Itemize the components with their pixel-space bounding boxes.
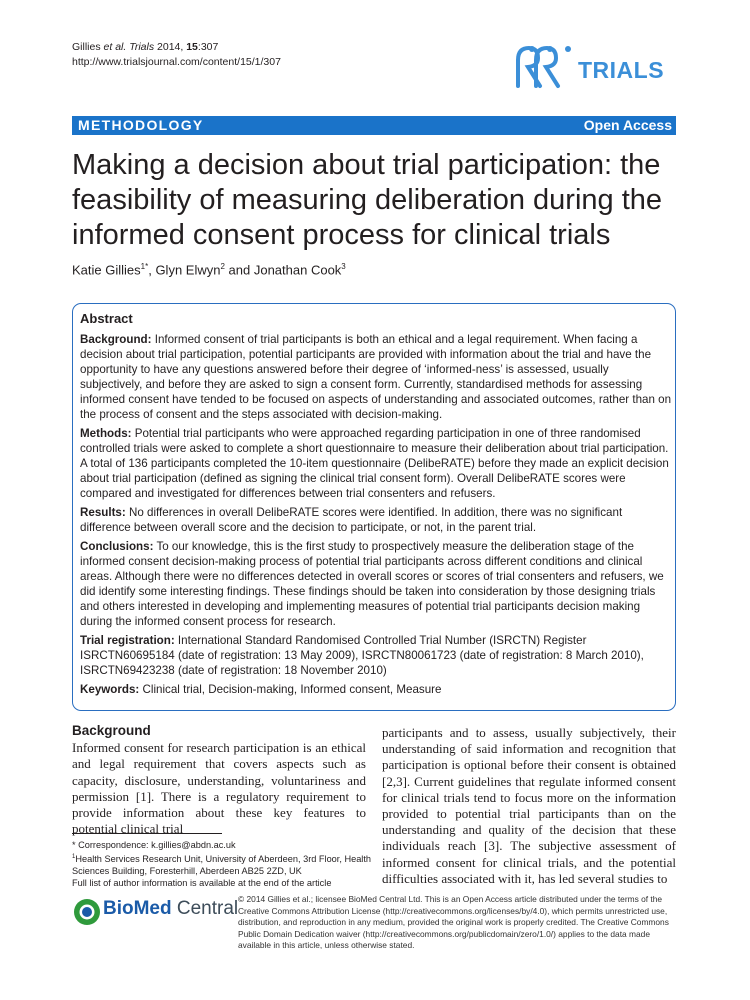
abstract-heading: Abstract (80, 311, 133, 326)
author-affiliation-mark: 2 (220, 262, 225, 271)
author-name: Katie Gillies (72, 262, 141, 278)
body-paragraph: Informed consent for research participation is an ethical and legal requirement that covers aspects such as capacity, disclosure, understanding, voluntariness and permission [1]. There is a regulatory requirement to provide information about these key features to potential clinical trial (72, 740, 366, 837)
abstract-section-label: Results: (80, 506, 126, 519)
category-bar (72, 116, 676, 135)
author-separator: , (148, 262, 156, 278)
body-column-left (72, 723, 366, 837)
abstract (80, 311, 672, 701)
correspondence-note: * Correspondence: k.gillies@abdn.ac.uk (72, 840, 236, 850)
author-affiliation-mark: 1* (140, 262, 149, 271)
abstract-section-text: To our knowledge, this is the first study to prospectively measure the deliberation stage of the informed consent decision-making process of potential trial participants across different conditions and clinical areas. Although there were no differences detected in overall scores or scores of trial consenters and refusers, we did identify some interesting findings. These findings should be taken into consideration by those designing trials and others interested in developing and implementing measures of potential trial participants decision making during the informed consent process for research. (80, 540, 664, 628)
abstract-methods (80, 426, 672, 501)
abstract-trial-registration (80, 633, 672, 678)
abstract-keywords (80, 682, 672, 697)
abstract-background (80, 332, 672, 422)
abstract-section-label: Conclusions: (80, 540, 154, 553)
article-url[interactable]: http://www.trialsjournal.com/content/15/1/307 (72, 56, 281, 68)
abstract-section-label: Keywords: (80, 683, 140, 696)
abstract-conclusions (80, 539, 672, 629)
trials-logo-text: TRIALS (578, 57, 665, 83)
author-name: Jonathan Cook (253, 262, 342, 278)
citation-authors: Gillies (72, 41, 104, 53)
abstract-section-text: Potential trial participants who were approached regarding participation in one of three randomised controlled trials were asked to complete a short questionnaire to measure their deliberation about trial participation. A total of 136 participants completed the 10-item questionnaire (DelibeRATE) before they made an explicit decision about trial participation (defined as signing the clinical trial consent form). Overall DelibeRATE scores were compared and investigated for differences between trial consenters and refusers. (80, 427, 669, 500)
citation-page: :307 (197, 41, 219, 53)
license-statement: © 2014 Gillies et al.; licensee BioMed Central Ltd. This is an Open Access article distributed under the terms of the Creative Commons Attribution License (http://creativecommons.org/licenses/by/4.0), which permits unrestricted use, distribution, and reproduction in any medium, provided the original work is properly credited. The Creative Commons Public Domain Dedication waiver (http://creativecommons.org/publicdomain/zero/1.0/) applies to the data made available in this article, unless otherwise stated. (238, 894, 669, 950)
author-info-note: Full list of author information is available at the end of the article (72, 878, 332, 889)
abstract-section-label: Trial registration: (80, 634, 175, 647)
citation-line (72, 40, 281, 55)
citation-header (72, 40, 281, 70)
author-affiliation-mark: 3 (341, 262, 346, 271)
abstract-results (80, 505, 672, 535)
footnotes (72, 839, 372, 889)
citation-volume: 15 (186, 41, 198, 53)
abstract-section-text: International Standard Randomised Controlled Trial Number (ISRCTN) Register ISRCTN60695184 (date of registration: 13 May 2009), ISRCTN80061723 (date of registration: 8 March 2010), ISRCTN69423238 (date of registration: 18 November 2010) (80, 634, 644, 677)
central-logo-word: Central (171, 898, 239, 919)
body-column-right (382, 725, 676, 887)
biomed-central-logo-text (103, 898, 238, 920)
article-type-label: METHODOLOGY (78, 117, 204, 133)
citation-etal: et al. (103, 41, 127, 53)
open-access-label: Open Access (583, 117, 672, 133)
body-paragraph: participants and to assess, usually subjectively, their understanding of said information and recognition that participation is optional before their consent is obtained [2,3]. Current guidelines that regulate informed consent for clinical trials tend to focus more on the information provided to potential trial participants than on the understanding and quality of the decision that these individuals reach [3]. The subjective assessment of informed consent for clinical trials, and the potential difficulties associated with it, has led several studies to (382, 725, 676, 886)
affiliation-note (72, 851, 372, 877)
author-name: Glyn Elwyn (155, 262, 221, 278)
footnote-divider (72, 833, 222, 834)
abstract-section-label: Background: (80, 333, 152, 346)
author-list (72, 262, 346, 277)
affiliation-mark: 1 (72, 854, 76, 860)
article-title: Making a decision about trial participation: the feasibility of measuring deliberation during the informed consent process for clinical trials (72, 149, 663, 251)
abstract-section-text: No differences in overall DelibeRATE scores were identified. In addition, there was no significant difference between overall score and the decision to participate, or not, in the parent trial. (80, 506, 623, 534)
citation-journal: Trials (129, 41, 155, 53)
citation-year: 2014, (154, 41, 187, 53)
affiliation-text: Health Services Research Unit, University of Aberdeen, 3rd Floor, Health Sciences Building, Foresterhill, Aberdeen AB25 2ZD, UK (72, 854, 372, 877)
abstract-section-label: Methods: (80, 427, 132, 440)
biomed-logo-word: BioMed (103, 898, 172, 919)
author-separator: and (224, 262, 254, 278)
section-heading-background: Background (72, 723, 151, 738)
abstract-section-text: Clinical trial, Decision-making, Informed consent, Measure (139, 683, 442, 696)
abstract-section-text: Informed consent of trial participants is both an ethical and a legal requirement. When facing a decision about trial participation, potential participants are provided with information about the trial and have the opportunity to have any questions answered before their degree of ‘informed-ness’ is assessed, usually subjectively, and before they are asked to sign a consent form. Currently, standardised methods for assessing informed consent have tended to be focused on aspects of understanding and associated outcomes, rather than on the process of consent and the steps associated with decision-making. (80, 333, 672, 421)
